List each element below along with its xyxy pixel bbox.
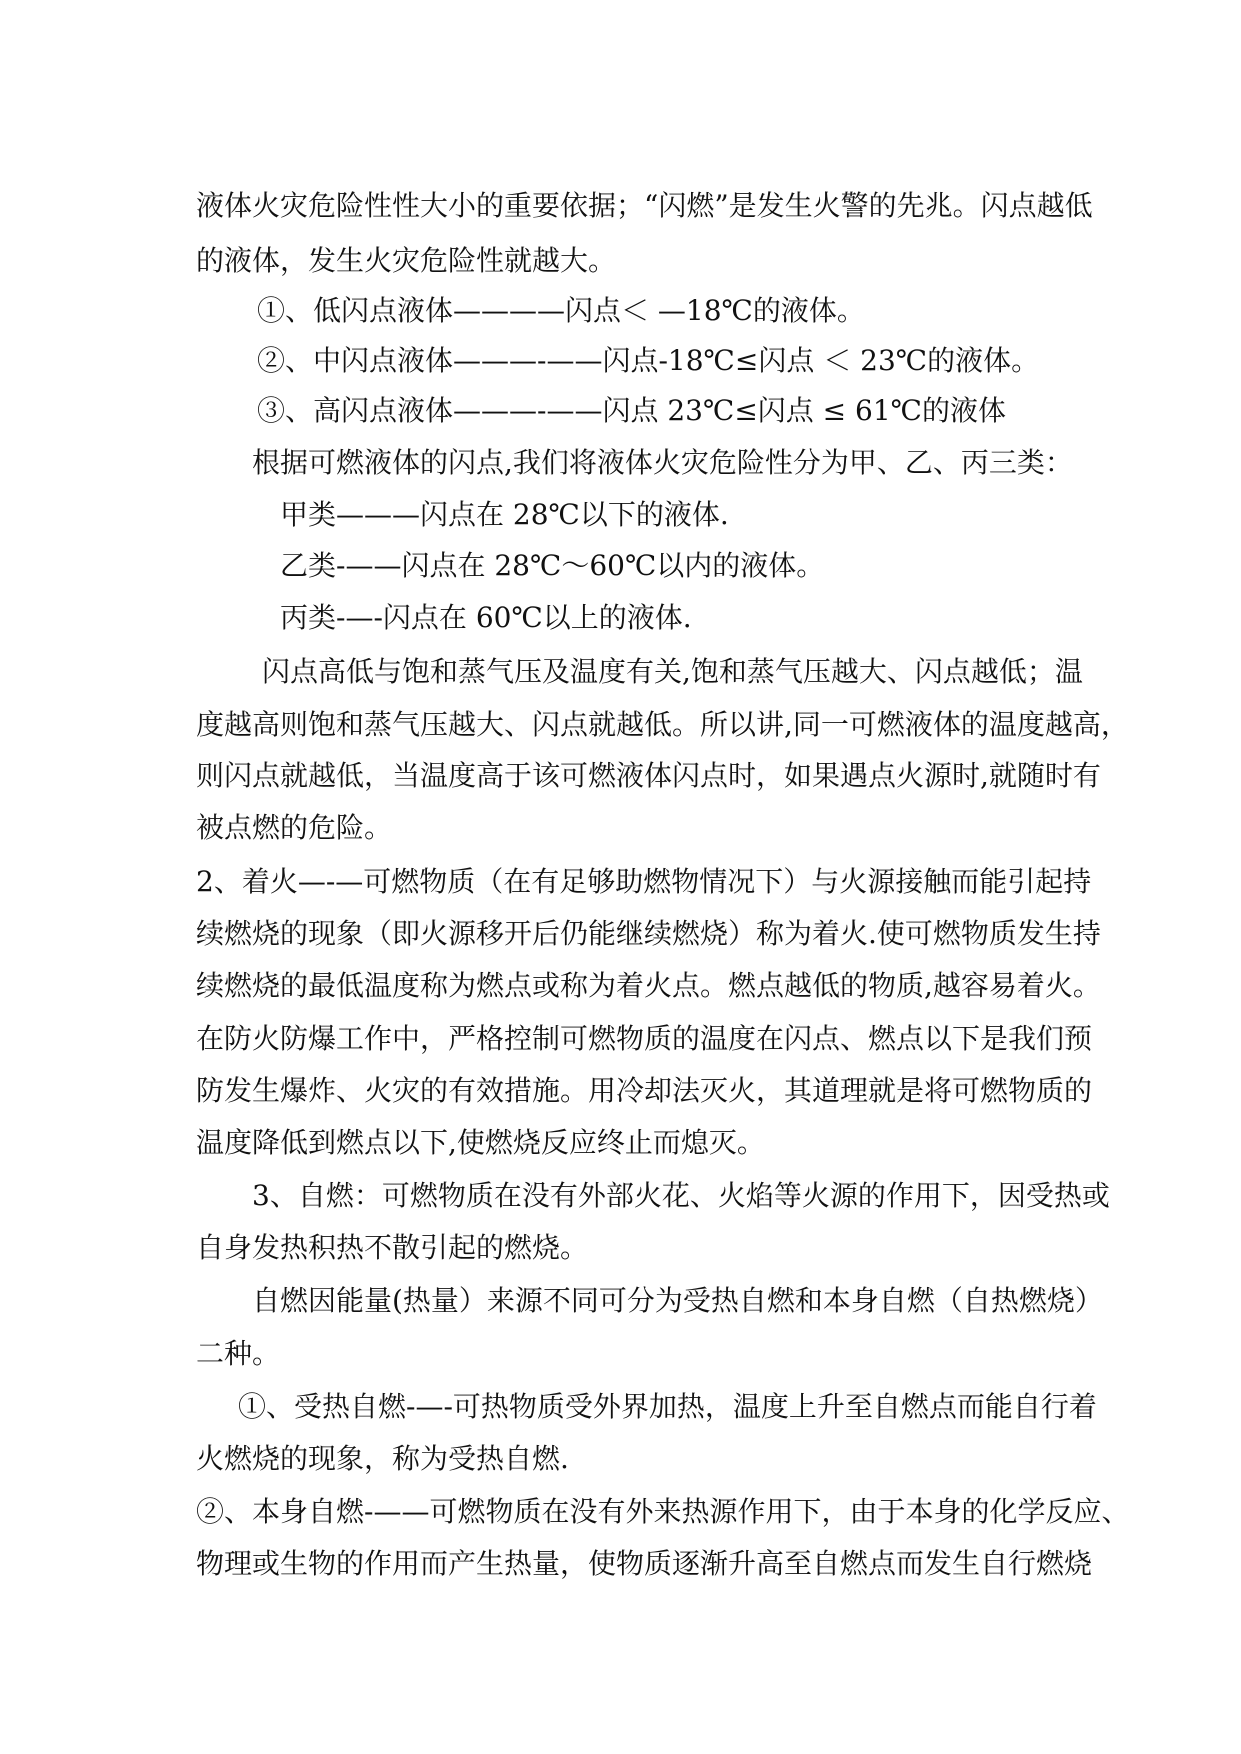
text-line: 自燃因能量(热量）来源不同可分为受热自燃和本身自燃（自热燃烧）	[252, 1284, 1103, 1317]
text-line: 的液体，发生火灾危险性就越大。	[196, 244, 617, 277]
text-line: 物理或生物的作用而产生热量，使物质逐渐升高至自燃点而发生自行燃烧	[196, 1547, 1093, 1580]
text-line: 续燃烧的最低温度称为燃点或称为着火点。燃点越低的物质,越容易着火。	[196, 969, 1101, 1002]
text-line: ②、中闪点液体———-——闪点-18℃≤闪点 ＜ 23℃的液体。	[257, 344, 1040, 377]
text-line: 度越高则饱和蒸气压越大、闪点就越低。所以讲,同一可燃液体的温度越高，	[196, 708, 1129, 741]
text-line: 根据可燃液体的闪点,我们将液体火灾危险性分为甲、乙、丙三类：	[252, 446, 1073, 479]
text-line: 乙类-——闪点在 28℃～60℃以内的液体。	[280, 549, 825, 582]
text-line: 丙类-—-闪点在 60℃以上的液体.	[280, 601, 692, 634]
text-line: 防发生爆炸、火灾的有效措施。用冷却法灭火，其道理就是将可燃物质的	[196, 1074, 1093, 1107]
text-line: 续燃烧的现象（即火源移开后仍能继续燃烧）称为着火.使可燃物质发生持	[196, 917, 1101, 950]
text-line: 液体火灾危险性性大小的重要依据；“闪燃”是发生火警的先兆。闪点越低	[196, 189, 1093, 222]
text-line: ①、受热自燃-—-可热物质受外界加热，温度上升至自燃点而能自行着	[238, 1390, 1097, 1423]
text-line: ③、高闪点液体———-——闪点 23℃≤闪点 ≤ 61℃的液体	[257, 394, 1006, 427]
text-line: 二种。	[196, 1337, 281, 1370]
text-line: 温度降低到燃点以下,使燃烧反应终止而熄灭。	[196, 1126, 765, 1159]
text-line: 闪点高低与饱和蒸气压及温度有关,饱和蒸气压越大、闪点越低；温	[262, 655, 1083, 688]
text-line: 3、自燃：可燃物质在没有外部火花、火焰等火源的作用下，因受热或	[252, 1179, 1110, 1212]
text-line: 2、着火—-—可燃物质（在有足够助燃物情况下）与火源接触而能引起持	[196, 865, 1092, 898]
text-line: 火燃烧的现象，称为受热自燃.	[196, 1442, 569, 1475]
text-line: 自身发热积热不散引起的燃烧。	[196, 1231, 589, 1264]
text-line: 甲类———闪点在 28℃以下的液体.	[280, 498, 729, 531]
text-line: ①、低闪点液体————闪点＜ —18℃的液体。	[257, 294, 865, 327]
text-line: 则闪点就越低，当温度高于该可燃液体闪点时，如果遇点火源时,就随时有	[196, 759, 1101, 792]
text-line: 在防火防爆工作中，严格控制可燃物质的温度在闪点、燃点以下是我们预	[196, 1022, 1093, 1055]
text-line: 被点燃的危险。	[196, 811, 393, 844]
text-line: ②、本身自燃-——可燃物质在没有外来热源作用下，由于本身的化学反应、	[196, 1495, 1130, 1528]
